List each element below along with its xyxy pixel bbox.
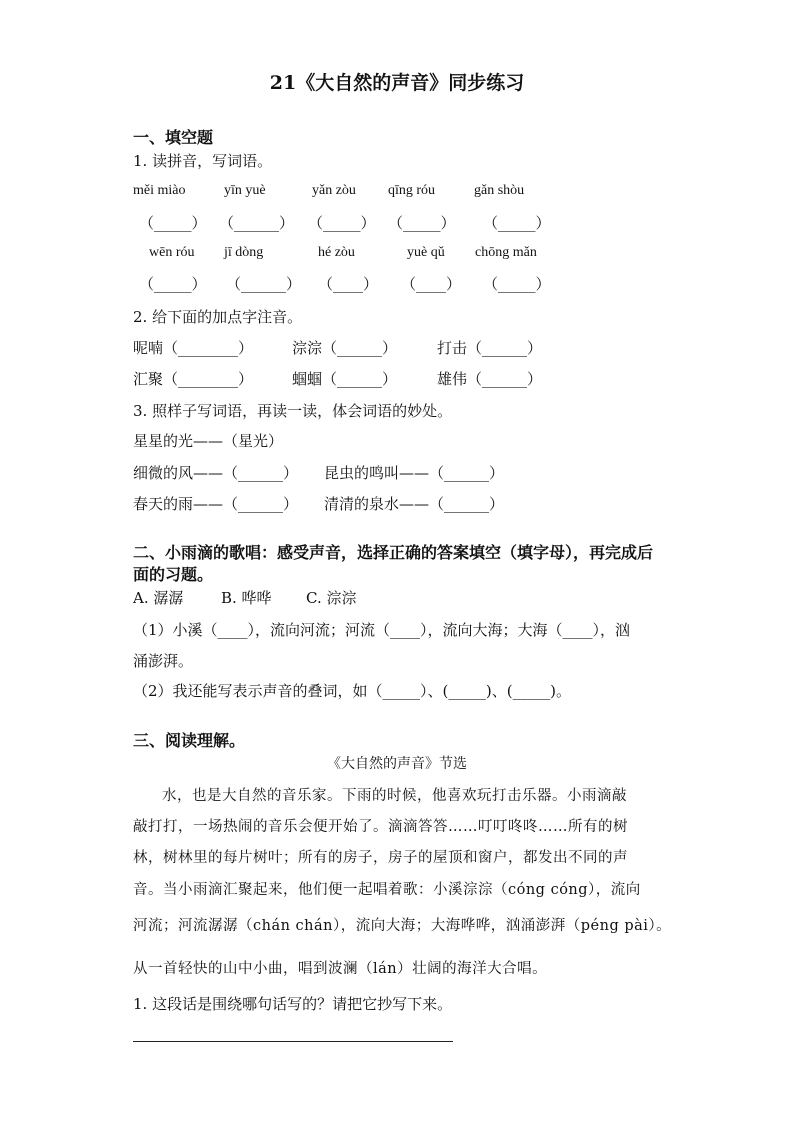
passage-title: 《大自然的声音》节选 [327, 756, 467, 772]
phonetic-item[interactable]: 雄伟（______） [437, 370, 543, 388]
q1-prompt: 1. 读拼音，写词语。 [133, 152, 273, 170]
passage-line: 河流；河流潺潺（chán chán），流向大海；大海哗哗，汹涌澎湃（péng pài）。 [133, 918, 672, 934]
option-c: C. 淙淙 [306, 589, 357, 607]
answer-line[interactable] [133, 1041, 453, 1042]
pinyin-item: yǎn zòu [312, 183, 356, 198]
answer-blank[interactable]: （_____） [483, 214, 551, 232]
section-2-heading-cont: 面的习题。 [133, 565, 214, 584]
answer-blank[interactable]: （_____） [483, 275, 551, 293]
passage-line: 音。当小雨滴汇聚起来，他们便一起唱着歌：小溪淙淙（cóng cóng），流向 [133, 882, 641, 898]
word-item[interactable]: 昆虫的鸣叫——（______） [324, 464, 505, 482]
phonetic-item[interactable]: 淙淙（______） [292, 339, 398, 357]
pinyin-item: yīn yuè [224, 183, 266, 198]
answer-blank[interactable]: （______） [226, 275, 302, 293]
section-1-heading: 一、填空题 [133, 128, 214, 147]
phonetic-item[interactable]: 蝈蝈（______） [292, 370, 398, 388]
pinyin-item: jī dòng [224, 245, 264, 260]
s2-q1-line2: 涌澎湃。 [133, 652, 194, 670]
s2-q2[interactable]: （2）我还能写表示声音的叠词，如（_____）、(_____)、(_____)。 [133, 682, 571, 700]
pinyin-item: gǎn shòu [474, 183, 525, 198]
pinyin-item: měi miào [133, 183, 186, 198]
answer-blank[interactable]: （_____） [139, 275, 207, 293]
pinyin-item: hé zòu [318, 245, 355, 260]
phonetic-item[interactable]: 打击（______） [437, 339, 543, 357]
word-item[interactable]: 春天的雨——（______） [133, 495, 299, 513]
section-2-heading: 二、小雨滴的歌唱：感受声音，选择正确的答案填空（填字母），再完成后 [133, 543, 654, 562]
answer-blank[interactable]: （______） [219, 214, 295, 232]
passage-line: 从一首轻快的山中小曲，唱到波澜（lán）壮阔的海洋大合唱。 [133, 961, 548, 977]
q2-prompt: 2. 给下面的加点字注音。 [133, 308, 303, 326]
section-3-heading: 三、阅读理解。 [133, 731, 246, 750]
word-item[interactable]: 细微的风——（______） [133, 464, 299, 482]
phonetic-item[interactable]: 汇聚（________） [133, 370, 254, 388]
answer-blank[interactable]: （____） [401, 275, 462, 293]
pinyin-item: chōng mǎn [475, 245, 537, 260]
passage-line: 水，也是大自然的音乐家。下雨的时候，他喜欢玩打击乐器。小雨滴敲 [162, 788, 627, 804]
answer-blank[interactable]: （_____） [308, 214, 376, 232]
q3-prompt: 3. 照样子写词语，再读一读，体会词语的妙处。 [133, 402, 453, 420]
answer-blank[interactable]: （_____） [388, 214, 456, 232]
option-a: A. 潺潺 [133, 589, 184, 607]
answer-blank[interactable]: （____） [318, 275, 379, 293]
s3-q1-prompt: 1. 这段话是围绕哪句话写的？请把它抄写下来。 [133, 995, 453, 1013]
passage-line: 敲打打，一场热闹的音乐会便开始了。滴滴答答……叮叮咚咚……所有的树 [133, 819, 628, 835]
phonetic-item[interactable]: 呢喃（________） [133, 339, 254, 357]
passage-line: 林，树林里的每片树叶；所有的房子，房子的屋顶和窗户，都发出不同的声 [133, 850, 628, 866]
q3-example: 星星的光——（星光） [133, 432, 284, 450]
pinyin-item: yuè qǔ [407, 245, 445, 260]
word-item[interactable]: 清清的泉水——（______） [324, 495, 505, 513]
s2-q1-line1[interactable]: （1）小溪（____），流向河流；河流（____），流向大海；大海（____），汹 [133, 621, 631, 639]
pinyin-item: wēn róu [149, 245, 195, 260]
option-b: B. 哗哗 [221, 589, 272, 607]
page-title: 21《大自然的声音》同步练习 [269, 72, 525, 94]
pinyin-item: qīng róu [388, 183, 436, 198]
answer-blank[interactable]: （_____） [139, 214, 207, 232]
